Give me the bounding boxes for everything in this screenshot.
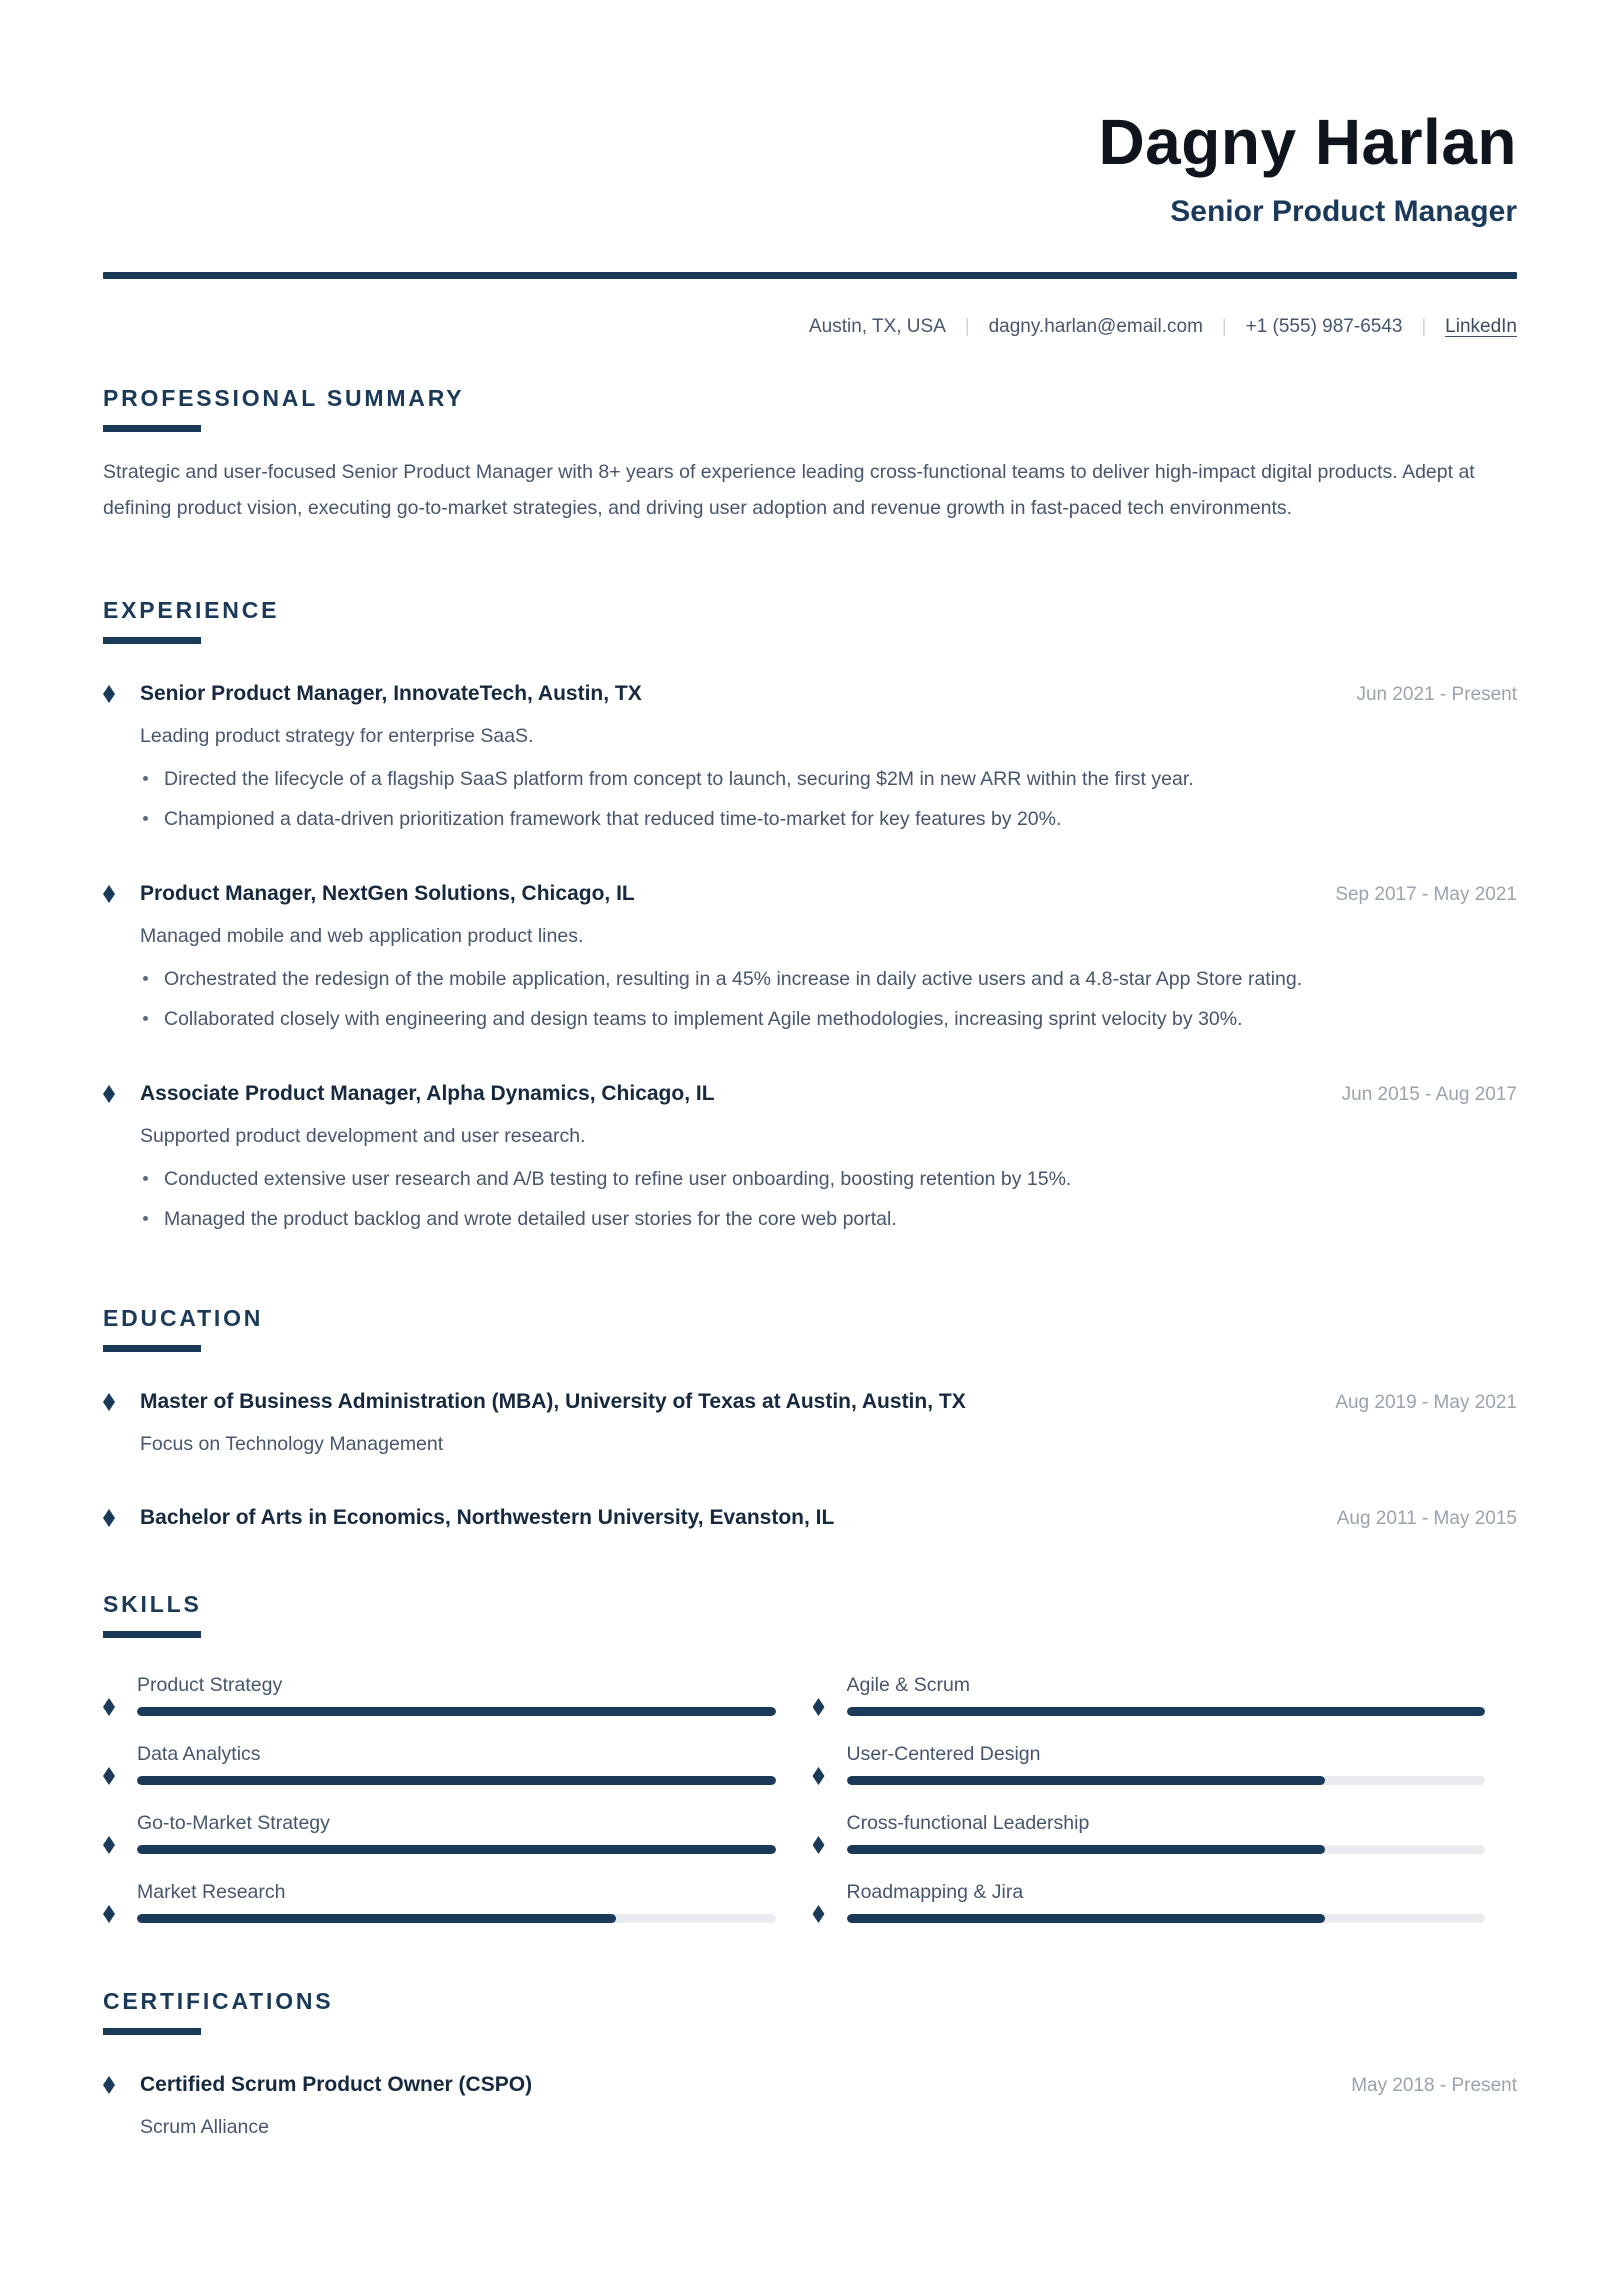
heading-underline <box>103 1345 201 1352</box>
entry-title-text: Associate Product Manager, Alpha Dynamics, Chicago, IL <box>140 1082 715 1105</box>
education-entry <box>103 1388 1517 1458</box>
heading-underline <box>103 1631 201 1638</box>
skill-bar-track <box>847 1776 1486 1785</box>
entry-title-text: Bachelor of Arts in Economics, Northwestern University, Evanston, IL <box>140 1506 835 1529</box>
contact-separator: | <box>964 316 970 336</box>
education-entries <box>103 1388 1517 1532</box>
section-certifications <box>103 1987 1517 2141</box>
education-entry <box>103 1504 1517 1532</box>
diamond-icon <box>103 1085 115 1103</box>
certification-entry <box>103 2071 1517 2141</box>
entry-subtitle: Focus on Technology Management <box>140 1433 444 1455</box>
skill-label: User-Centered Design <box>846 1743 1041 1765</box>
job-title: Senior Product Manager <box>1170 195 1517 228</box>
entry-subtitle: Supported product development and user research. <box>140 1125 586 1147</box>
skill-bar-fill <box>847 1707 1486 1716</box>
diamond-icon <box>813 1698 825 1716</box>
contact-location: Austin, TX, USA <box>808 316 946 337</box>
skill-bar-fill <box>137 1914 616 1923</box>
skill-bar-track <box>847 1845 1486 1854</box>
entry-header <box>103 680 1517 708</box>
skill-bar-track <box>847 1914 1486 1923</box>
diamond-icon <box>103 1836 115 1854</box>
entry-header <box>103 1388 1517 1416</box>
skill-bar-track <box>137 1707 776 1716</box>
section-summary <box>103 384 1517 526</box>
skill-label: Roadmapping & Jira <box>846 1881 1024 1903</box>
skill-item <box>103 1672 776 1716</box>
bullet-list <box>103 764 1517 834</box>
entry-title <box>103 680 642 708</box>
skill-item <box>103 1741 776 1785</box>
education-heading: EDUCATION <box>103 1305 264 1331</box>
skills-heading: SKILLS <box>103 1591 202 1617</box>
diamond-icon <box>813 1767 825 1785</box>
linkedin-link[interactable]: LinkedIn <box>1445 316 1517 337</box>
skill-bar-track <box>137 1914 776 1923</box>
diamond-icon <box>103 885 115 903</box>
section-experience <box>103 596 1517 1234</box>
summary-heading: PROFESSIONAL SUMMARY <box>103 385 465 411</box>
bullet-item: Championed a data-driven prioritization framework that reduced time-to-market for key features by 20%. <box>140 804 1485 834</box>
experience-entry <box>103 880 1517 1034</box>
contact-phone: +1 (555) 987-6543 <box>1245 316 1403 337</box>
bullet-item: Managed the product backlog and wrote detailed user stories for the core web portal. <box>140 1204 1485 1234</box>
skill-bar-track <box>137 1845 776 1854</box>
experience-entry <box>103 1080 1517 1234</box>
entry-title-text: Master of Business Administration (MBA), University of Texas at Austin, Austin, TX <box>140 1390 966 1413</box>
skill-bar-fill <box>137 1845 776 1854</box>
entry-subtitle: Scrum Alliance <box>140 2116 269 2138</box>
section-skills <box>103 1590 1517 1923</box>
skill-bar-fill <box>847 1914 1326 1923</box>
diamond-icon <box>813 1905 825 1923</box>
skill-item <box>103 1879 776 1923</box>
header <box>103 106 1517 230</box>
diamond-icon <box>813 1836 825 1854</box>
skill-label: Data Analytics <box>137 1743 261 1765</box>
diamond-icon <box>103 1509 115 1527</box>
certification-entries <box>103 2071 1517 2141</box>
entry-title <box>103 1388 966 1416</box>
entry-header <box>103 880 1517 908</box>
contact-bar <box>103 313 1517 340</box>
entry-date: May 2018 - Present <box>1351 2075 1517 2096</box>
skill-label: Product Strategy <box>137 1674 283 1696</box>
bullet-item: Directed the lifecycle of a flagship SaaS platform from concept to launch, securing $2M in new ARR within the first year. <box>140 764 1485 794</box>
summary-text: Strategic and user-focused Senior Product Manager with 8+ years of experience leading cross-functional teams to deliver high-impact digital products. Adept at defining product vision, executing go-to-market strategies, and driving user adoption and revenue growth in fast-paced tech environments. <box>103 461 1475 519</box>
experience-heading: EXPERIENCE <box>103 597 280 623</box>
entry-date: Jun 2015 - Aug 2017 <box>1341 1084 1517 1105</box>
entry-title-text: Product Manager, NextGen Solutions, Chicago, IL <box>140 882 635 905</box>
bullet-list <box>103 964 1517 1034</box>
diamond-icon <box>103 1905 115 1923</box>
skills-grid <box>103 1672 1485 1923</box>
skill-item <box>813 1672 1486 1716</box>
section-education <box>103 1304 1517 1532</box>
certifications-heading: CERTIFICATIONS <box>103 1988 334 2014</box>
entry-date: Aug 2019 - May 2021 <box>1335 1392 1517 1413</box>
skill-label: Cross-functional Leadership <box>846 1812 1090 1834</box>
entry-header <box>103 1504 1517 1532</box>
entry-subtitle: Leading product strategy for enterprise SaaS. <box>140 725 534 747</box>
experience-entries <box>103 680 1517 1234</box>
person-name: Dagny Harlan <box>1098 106 1517 178</box>
diamond-icon <box>103 1698 115 1716</box>
skill-bar-track <box>137 1776 776 1785</box>
skill-label: Go-to-Market Strategy <box>137 1812 330 1834</box>
entry-title <box>103 2071 532 2099</box>
entry-title-text: Senior Product Manager, InnovateTech, Austin, TX <box>140 682 642 705</box>
heading-underline <box>103 2028 201 2035</box>
skill-bar-track <box>847 1707 1486 1716</box>
skill-bar-fill <box>137 1707 776 1716</box>
diamond-icon <box>103 685 115 703</box>
entry-title <box>103 1080 715 1108</box>
contact-separator: | <box>1421 316 1427 336</box>
bullet-list <box>103 1164 1517 1234</box>
entry-date: Sep 2017 - May 2021 <box>1335 884 1517 905</box>
entry-header <box>103 1080 1517 1108</box>
diamond-icon <box>103 1767 115 1785</box>
header-divider <box>103 272 1517 279</box>
skill-label: Agile & Scrum <box>846 1674 971 1696</box>
heading-underline <box>103 425 201 432</box>
bullet-item: Collaborated closely with engineering and design teams to implement Agile methodologies, increasing sprint velocity by 30%. <box>140 1004 1485 1034</box>
entry-title <box>103 880 635 908</box>
skill-label: Market Research <box>137 1881 286 1903</box>
skill-bar-fill <box>847 1776 1326 1785</box>
skill-bar-fill <box>137 1776 776 1785</box>
entry-title <box>103 1504 834 1532</box>
entry-subtitle: Managed mobile and web application product lines. <box>140 925 584 947</box>
skill-item <box>813 1741 1486 1785</box>
heading-underline <box>103 637 201 644</box>
diamond-icon <box>103 1393 115 1411</box>
entry-date: Jun 2021 - Present <box>1356 684 1517 705</box>
bullet-item: Conducted extensive user research and A/B testing to refine user onboarding, boosting retention by 15%. <box>140 1164 1485 1194</box>
diamond-icon <box>103 2076 115 2094</box>
entry-header <box>103 2071 1517 2099</box>
skill-item <box>103 1810 776 1854</box>
skill-bar-fill <box>847 1845 1326 1854</box>
skill-item <box>813 1879 1486 1923</box>
contact-email: dagny.harlan@email.com <box>988 316 1203 337</box>
entry-date: Aug 2011 - May 2015 <box>1336 1508 1517 1529</box>
bullet-item: Orchestrated the redesign of the mobile application, resulting in a 45% increase in daily active users and a 4.8-star App Store rating. <box>140 964 1485 994</box>
entry-title-text: Certified Scrum Product Owner (CSPO) <box>140 2073 533 2096</box>
experience-entry <box>103 680 1517 834</box>
contact-separator: | <box>1221 316 1227 336</box>
skill-item <box>813 1810 1486 1854</box>
